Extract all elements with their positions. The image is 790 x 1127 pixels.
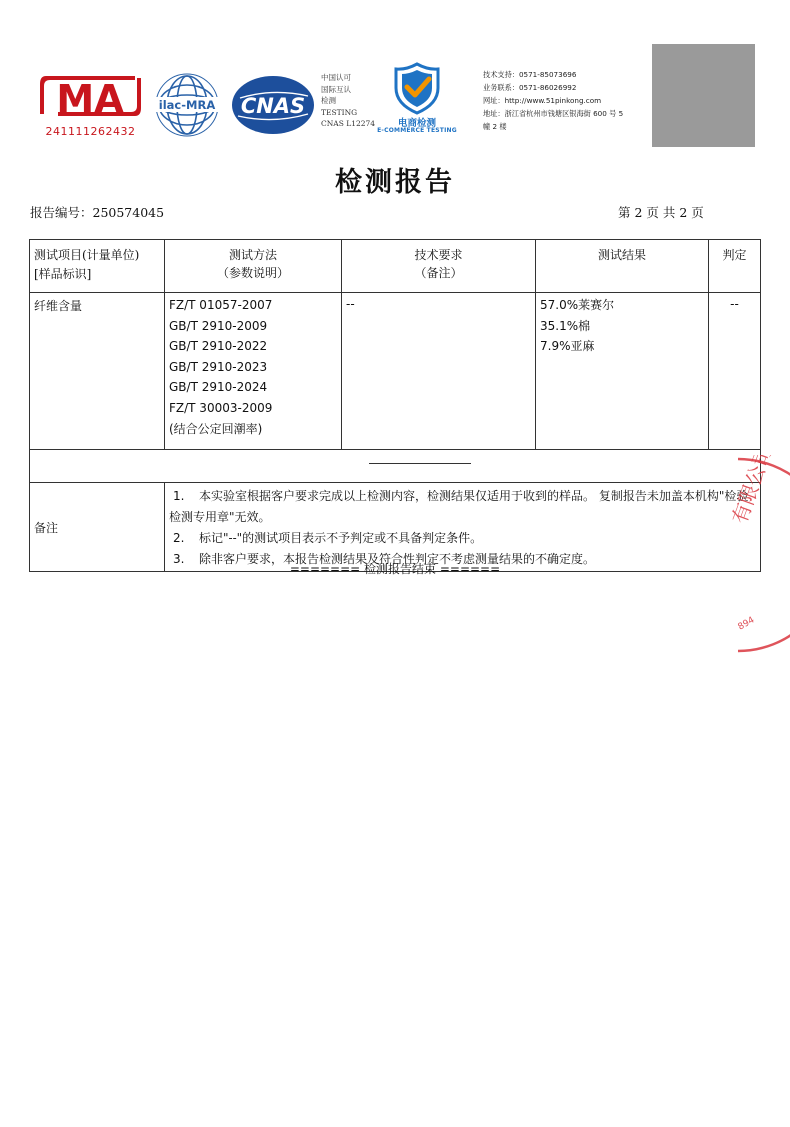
ecommerce-label: 电商检测 — [397, 118, 436, 129]
note-item: 2. 标记"--"的测试项目表示不予判定或不具备判定条件。 — [173, 531, 483, 545]
cnas-logo — [230, 74, 316, 136]
contact-address: 地址：浙江省杭州市钱塘区银海街 600 号 5 — [483, 109, 624, 118]
method-note: (结合公定回潮率) — [169, 421, 263, 436]
contact-info — [483, 68, 645, 133]
separator-row — [30, 450, 761, 483]
contact-business: 业务联系：0571-86026992 — [483, 83, 577, 92]
page-info: 第 2 页 共 2 页 — [618, 205, 704, 220]
header-result: 测试结果 — [536, 240, 709, 293]
notes-content — [165, 483, 761, 572]
result-line: 57.0%莱赛尔 — [540, 298, 615, 312]
contact-website: 网址：http://www.51pinkong.com — [483, 96, 602, 105]
header-test-item: 测试项目(计量单位) [样品标识] — [30, 240, 165, 293]
header-test-method: 测试方法 （参数说明） — [165, 240, 342, 293]
ilac-mra-logo — [151, 72, 223, 138]
table-header-row — [30, 240, 761, 293]
test-item: 纤维含量 — [30, 293, 165, 450]
svg-text:ilac-MRA: ilac-MRA — [158, 98, 216, 112]
results-table — [29, 239, 761, 572]
company-seal — [690, 455, 790, 655]
method-line: FZ/T 30003-2009 — [169, 400, 273, 415]
note-item: 1. 本实验室根据客户要求完成以上检测内容，检测结果仅适用于收到的样品。 复制报告未加盖本机构"检验检测专用章"无效。 — [169, 489, 749, 524]
report-number: 报告编号：250574045 — [30, 205, 165, 220]
method-line: FZ/T 01057-2007 — [169, 298, 273, 312]
requirement-value: -- — [342, 293, 536, 450]
report-title: 检测报告 — [335, 167, 455, 198]
test-results — [536, 293, 709, 450]
redacted-photo — [652, 44, 755, 147]
method-line: GB/T 2910-2009 — [169, 318, 268, 333]
svg-text:CNAS: CNAS — [240, 94, 306, 118]
notes-label: 备注 — [30, 483, 165, 572]
test-methods — [165, 293, 342, 450]
cma-number: 241111262432 — [45, 125, 136, 138]
result-line: 7.9%亚麻 — [540, 339, 595, 354]
svg-text:894: 894 — [736, 615, 757, 633]
header-requirement: 技术要求 （备注） — [342, 240, 536, 293]
shield-check-icon — [376, 60, 458, 116]
header-verdict: 判定 — [709, 240, 761, 293]
cnas-certificate-text: 中国认可 国际互认 检测 TESTING CNAS L12274 — [321, 73, 376, 128]
cma-logo-mark — [38, 70, 143, 122]
svg-text:有限公司: 有限公司 — [727, 455, 778, 527]
method-line: GB/T 2910-2024 — [169, 380, 268, 395]
ecommerce-label-en: E-COMMERCE TESTING — [377, 127, 457, 134]
result-line: 35.1%棉 — [540, 318, 591, 333]
report-end-marker: ======= 检测报告结束 ====== — [289, 562, 501, 576]
notes-row — [30, 483, 761, 572]
note-item: 3. 除非客户要求，本报告检测结果及符合性判定不考虑测量结果的不确定度。 — [173, 552, 596, 566]
contact-tech-support: 技术支持：0571-85073696 — [483, 70, 577, 79]
method-line: GB/T 2910-2022 — [169, 339, 268, 354]
svg-text:MA: MA — [56, 77, 124, 121]
table-row — [30, 293, 761, 450]
verdict-value: -- — [709, 293, 761, 450]
ecommerce-testing-logo — [376, 60, 458, 140]
method-line: GB/T 2910-2023 — [169, 359, 268, 374]
separator-line — [369, 463, 471, 464]
cma-logo — [38, 70, 143, 140]
contact-address-cont: 幢 2 楼 — [483, 122, 507, 131]
